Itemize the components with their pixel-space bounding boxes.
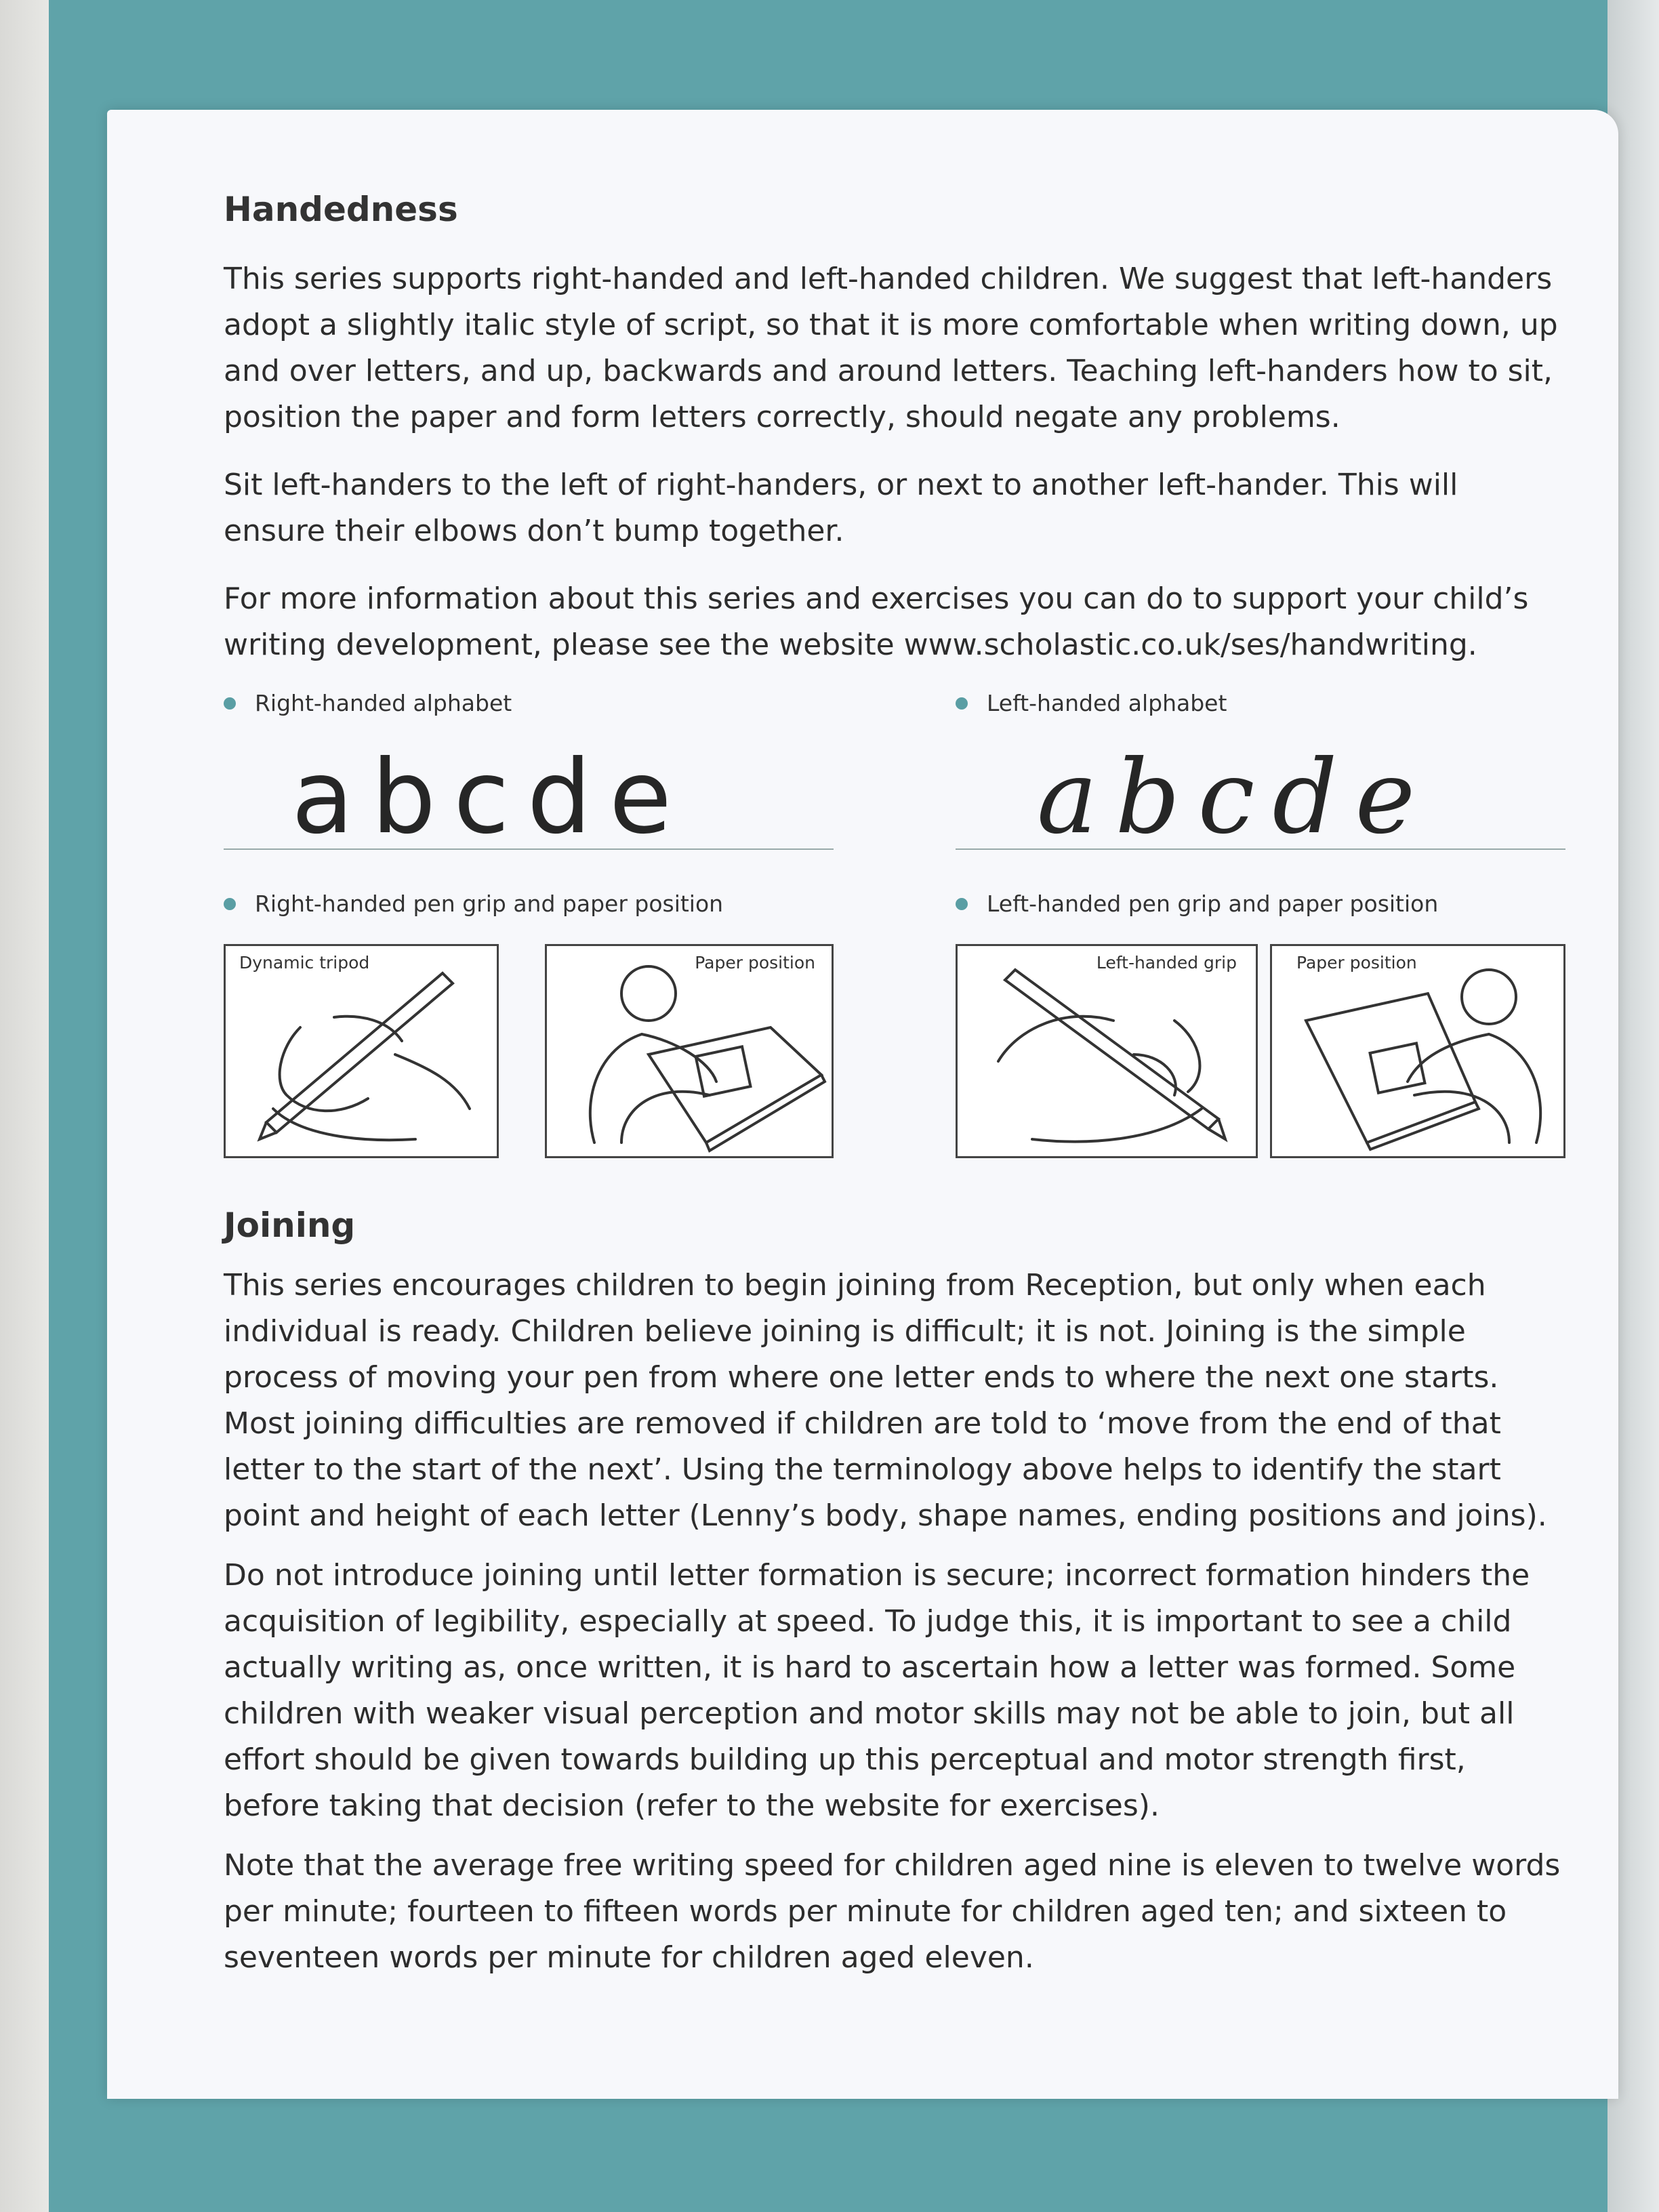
- bullet-icon: [224, 898, 236, 910]
- handedness-heading: Handedness: [224, 190, 458, 229]
- left-grip-label: Left-handed pen grip and paper position: [987, 890, 1439, 917]
- left-grip-illustration: [956, 944, 1258, 1158]
- right-grip-caption: Dynamic tripod: [239, 953, 370, 972]
- left-grip-caption: Left-handed grip: [1096, 953, 1237, 972]
- bullet-icon: [224, 697, 236, 710]
- right-alphabet-baseline: [224, 730, 834, 857]
- joining-paragraph-3: Note that the average free writing speed for children aged nine is eleven to twelve words per minute; fourteen to fifteen words per minute for children aged ten; and sixteen to seventeen words per minute for children aged eleven.: [224, 1848, 1561, 1975]
- bullet-icon: [956, 898, 968, 910]
- joining-paragraph-2: Do not introduce joining until letter formation is secure; incorrect formation hinders the acquisition of legibility, especially at speed. To judge this, it is important to see a child actually writing as, once written, it is hard to ascertain how a letter was formed. Some children with weaker visual perception and motor skills may not be able to join, but all effort should be given towards building up this perceptual and motor strength first, before taking that decision (refer to the website for exercises).: [224, 1558, 1530, 1823]
- alphabet-row: [224, 690, 1565, 857]
- background-surface: [0, 0, 54, 2212]
- left-grip-block: [956, 890, 1565, 1158]
- left-alphabet-label: Left-handed alphabet: [987, 690, 1227, 716]
- joining-paragraph-1: This series encourages children to begin joining from Reception, but only when each individual is ready. Children believe joining is difficult; it is not. Joining is the simple process of moving your pen from where one letter ends to where the next one starts. Most joining difficulties are removed if children are told to ‘move from the end of that letter to the start of the next’. Using the terminology above helps to identify the start point and height of each letter (Lenny’s body, shape names, ending positions and joins).: [224, 1268, 1547, 1533]
- joining-section: [224, 1206, 1565, 1981]
- page-content: [224, 190, 1565, 1994]
- right-alphabet-letters: abcde: [291, 739, 690, 857]
- grip-row: [224, 890, 1565, 1158]
- left-hand-pen-icon: [958, 946, 1256, 1156]
- right-paper-illustration: [545, 944, 834, 1158]
- handedness-paragraph-3: For more information about this series and exercises you can do to support your child’s writing development, please see the website www.scholastic.co.uk/ses/handwriting.: [224, 581, 1529, 662]
- left-alphabet-baseline: [956, 730, 1565, 857]
- bullet-icon: [956, 697, 968, 710]
- right-alphabet-block: [224, 690, 834, 857]
- left-alphabet-block: [956, 690, 1565, 857]
- right-grip-block: [224, 890, 834, 1158]
- left-alphabet-letters: abcde: [1037, 739, 1433, 857]
- right-alphabet-label: Right-handed alphabet: [255, 690, 512, 716]
- right-grip-illustration: [224, 944, 499, 1158]
- handedness-paragraph-1: This series supports right-handed and left-handed children. We suggest that left-handers adopt a slightly italic style of script, so that it is more comfortable when writing down, up and over letters, and up, backwards and around letters. Teaching left-handers how to sit, position the paper and form letters correctly, should negate any problems.: [224, 262, 1558, 434]
- left-paper-position-icon: [1272, 946, 1563, 1156]
- right-paper-caption: Paper position: [695, 953, 815, 972]
- right-grip-label: Right-handed pen grip and paper position: [255, 890, 724, 917]
- right-paper-position-icon: [547, 946, 832, 1156]
- handedness-section: [224, 190, 1565, 668]
- right-hand-pen-icon: [226, 946, 497, 1156]
- left-paper-illustration: [1270, 944, 1565, 1158]
- joining-heading: Joining: [224, 1206, 356, 1245]
- handedness-paragraph-2: Sit left-handers to the left of right-handers, or next to another left-hander. This will ensure their elbows don’t bump together.: [224, 468, 1458, 548]
- left-paper-caption: Paper position: [1296, 953, 1417, 972]
